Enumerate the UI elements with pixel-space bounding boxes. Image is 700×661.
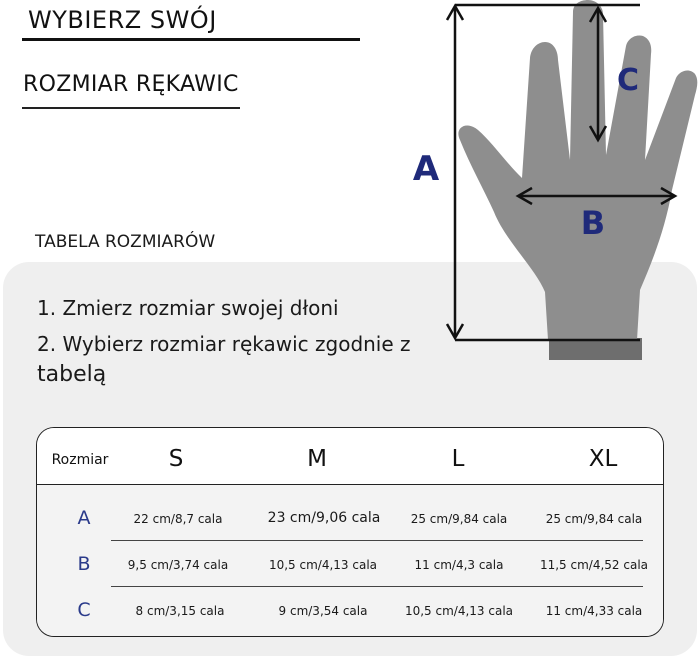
table-cell: 10,5 cm/4,13 cala xyxy=(404,604,514,618)
row-label-c: C xyxy=(77,599,91,621)
table-cell: 9 cm/3,54 cala xyxy=(278,604,368,618)
hand-silhouette xyxy=(458,0,697,340)
table-cell: 9,5 cm/3,74 cala xyxy=(127,558,229,572)
table-cell: 25 cm/9,84 cala xyxy=(545,512,643,526)
title-line-2: ROZMIAR RĘKAWIC xyxy=(23,72,239,97)
label-b: B xyxy=(580,204,606,242)
row-label-a: A xyxy=(77,507,91,529)
size-header-s: S xyxy=(168,446,184,472)
size-header-label: Rozmiar xyxy=(51,452,109,468)
table-cell: 25 cm/9,84 cala xyxy=(410,512,508,526)
size-header-l: L xyxy=(451,446,465,472)
table-cell: 22 cm/8,7 cala xyxy=(133,512,223,526)
row-divider xyxy=(111,586,643,587)
table-cell: 8 cm/3,15 cala xyxy=(135,604,225,618)
size-table-body xyxy=(37,485,663,637)
label-a: A xyxy=(412,149,440,189)
table-cell: 10,5 cm/4,13 cala xyxy=(268,558,378,572)
instruction-step-2: 2. Wybierz rozmiar rękawic zgodnie z xyxy=(37,332,411,356)
instruction-step-2-continued: tabelą xyxy=(37,362,107,387)
table-cell: 11 cm/4,33 cala xyxy=(545,604,643,618)
section-label: TABELA ROZMIARÓW xyxy=(35,232,216,252)
wrist-band xyxy=(549,338,642,360)
size-table xyxy=(36,427,664,637)
table-cell: 11,5 cm/4,52 cala xyxy=(539,558,649,572)
size-header-xl: XL xyxy=(588,446,618,472)
instruction-step-1: 1. Zmierz rozmiar swojej dłoni xyxy=(37,296,339,320)
size-header-m: M xyxy=(307,446,327,472)
size-table-header xyxy=(37,428,663,485)
row-divider xyxy=(111,540,643,541)
title-line-1: WYBIERZ SWÓJ xyxy=(28,6,217,34)
table-cell: 23 cm/9,06 cala xyxy=(267,510,381,526)
row-label-b: B xyxy=(77,553,91,575)
table-cell: 11 cm/4,3 cala xyxy=(414,558,504,572)
label-c: C xyxy=(616,63,640,98)
